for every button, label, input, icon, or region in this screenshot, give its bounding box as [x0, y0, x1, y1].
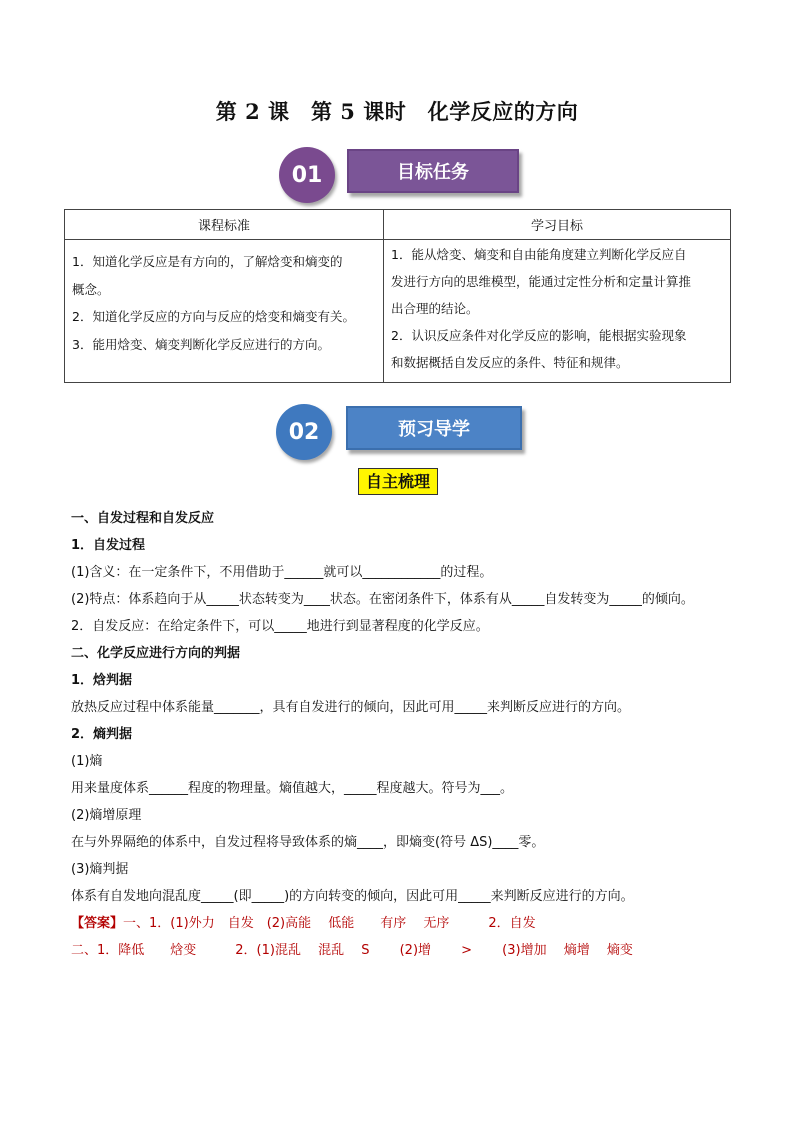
list-item: 3．能用焓变、熵变判断化学反应进行的方向。 — [72, 336, 330, 352]
section-label: 目标任务 — [347, 149, 519, 193]
text-line: 2．自发反应：在给定条件下，可以_____地进行到显著程度的化学反应。 — [71, 619, 489, 634]
learning-goals-cell — [384, 240, 731, 383]
subheading-enthalpy: 1．焓判据 — [71, 673, 133, 688]
section-label: 预习导学 — [346, 406, 522, 450]
answer-text: 一、1．(1)外力 自发 (2)高能 低能 有序 无序 2．自发 — [123, 916, 536, 931]
table-header-row — [65, 210, 731, 240]
list-item: 1．知道化学反应是有方向的，了解焓变和熵变的 — [72, 254, 343, 269]
text-line: (2)特点：体系趋向于从_____状态转变为____状态。在密闭条件下，体系有从_____自发转变为_____的倾向。 — [71, 592, 694, 607]
subheading-self-review: 自主梳理 — [358, 468, 438, 495]
curriculum-standard-cell — [65, 240, 384, 383]
list-item: 2．认识反应条件对化学反应的影响，能根据实验现象 — [391, 328, 687, 343]
subheading-entropy: 2．熵判据 — [71, 727, 133, 742]
text-line: (1)含义：在一定条件下，不用借助于______就可以____________的过程。 — [71, 565, 493, 580]
page-title: 第 2 课 第 5 课时 化学反应的方向 — [215, 99, 579, 124]
text-line: (2)熵增原理 — [71, 808, 142, 823]
list-item: 1．能从焓变、熵变和自由能角度建立判断化学反应自 — [391, 247, 687, 262]
text-line: 在与外界隔绝的体系中，自发过程将导致体系的熵____，即熵变(符号 ΔS)____零。 — [71, 835, 545, 850]
subheading-process: 1．自发过程 — [71, 538, 146, 553]
heading-spontaneous-process: 一、自发过程和自发反应 — [71, 511, 215, 526]
list-item: 和数据概括自发反应的条件、特征和规律。 — [391, 355, 629, 370]
goals-table — [64, 209, 731, 383]
header-curriculum-standard: 课程标准 — [65, 210, 384, 240]
section-number: 02 — [276, 404, 332, 460]
text-line: 放热反应过程中体系能量_______，具有自发进行的倾向，因此可用_____来判断反应进行的方向。 — [71, 700, 631, 715]
list-item: 出合理的结论。 — [391, 301, 479, 316]
heading-criteria: 二、化学反应进行方向的判据 — [71, 646, 241, 661]
text-line: 体系有自发地向混乱度_____(即_____)的方向转变的倾向，因此可用_____来判断反应进行的方向。 — [71, 889, 634, 904]
text-line: (1)熵 — [71, 754, 103, 769]
study-content — [71, 505, 751, 964]
list-item: 2．知道化学反应的方向与反应的焓变和熵变有关。 — [72, 309, 355, 324]
text-line: (3)熵判据 — [71, 862, 129, 877]
answer-line-1 — [71, 910, 751, 937]
text-line: 用来量度体系______程度的物理量。熵值越大，_____程度越大。符号为___。 — [71, 781, 514, 796]
header-learning-goals: 学习目标 — [384, 210, 731, 240]
section-number: 01 — [279, 147, 335, 203]
list-item: 概念。 — [72, 281, 110, 297]
answer-line-2: 二、1．降低 焓变 2．(1)混乱 混乱 S (2)增 > (3)增加 熵增 熵变 — [71, 943, 633, 958]
table-row — [65, 240, 731, 383]
list-item: 发进行方向的思维模型，能通过定性分析和定量计算推 — [391, 274, 692, 289]
answer-tag: 【答案】 — [71, 916, 124, 931]
